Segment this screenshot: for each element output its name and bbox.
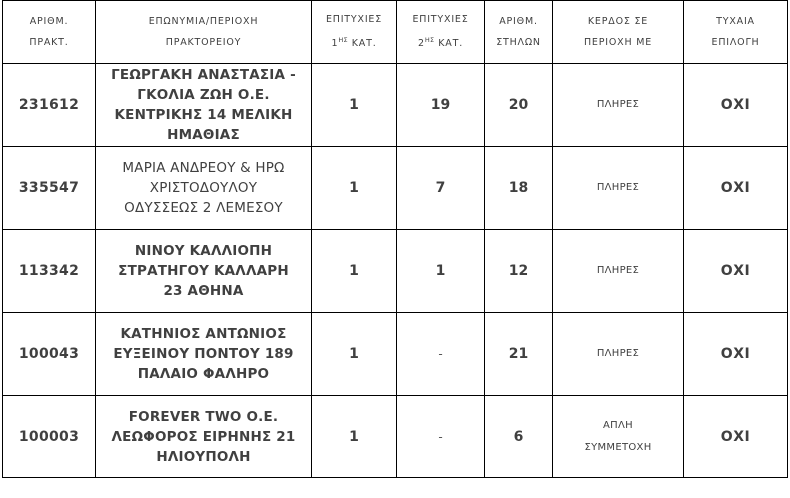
second-category-cell: 7 bbox=[397, 147, 485, 230]
random-selection-cell: ΟΧΙ bbox=[684, 230, 788, 313]
second-category-cell: - bbox=[397, 313, 485, 396]
first-category-cell: 1 bbox=[312, 396, 397, 478]
agency-code-cell: 113342 bbox=[3, 230, 96, 313]
gain-area-cell: ΠΛΗΡΕΣ bbox=[553, 313, 684, 396]
table-body bbox=[3, 64, 788, 478]
header-columns-count: ΑΡΙΘΜ. ΣΤΗΛΩΝ bbox=[485, 1, 553, 64]
first-category-cell: 1 bbox=[312, 313, 397, 396]
gain-area-cell: ΠΛΗΡΕΣ bbox=[553, 230, 684, 313]
random-selection-cell: ΟΧΙ bbox=[684, 396, 788, 478]
columns-count-cell: 6 bbox=[485, 396, 553, 478]
columns-count-cell: 18 bbox=[485, 147, 553, 230]
second-category-cell: - bbox=[397, 396, 485, 478]
random-selection-cell: ΟΧΙ bbox=[684, 64, 788, 147]
gain-area-cell: ΠΛΗΡΕΣ bbox=[553, 64, 684, 147]
table-row bbox=[3, 230, 788, 313]
gain-area-cell: ΑΠΛΗ ΣΥΜΜΕΤΟΧΗ bbox=[553, 396, 684, 478]
agency-code-cell: 100003 bbox=[3, 396, 96, 478]
agency-code-cell: 231612 bbox=[3, 64, 96, 147]
agency-code-cell: 335547 bbox=[3, 147, 96, 230]
random-selection-cell: ΟΧΙ bbox=[684, 313, 788, 396]
header-first-category-wins: ΕΠΙΤΥΧΙΕΣ $1^{H\Sigma}$ ΚΑΤ. bbox=[312, 1, 397, 64]
table-row bbox=[3, 64, 788, 147]
second-category-cell: 1 bbox=[397, 230, 485, 313]
table-row bbox=[3, 396, 788, 478]
columns-count-cell: 21 bbox=[485, 313, 553, 396]
table-row bbox=[3, 147, 788, 230]
table-header bbox=[3, 1, 788, 64]
header-gain-area: ΚΕΡΔΟΣ ΣΕ ΠΕΡΙΟΧΗ ΜΕ bbox=[553, 1, 684, 64]
header-agency-code: ΑΡΙΘΜ. ΠΡΑΚΤ. bbox=[3, 1, 96, 64]
second-category-cell: 19 bbox=[397, 64, 485, 147]
random-selection-cell: ΟΧΙ bbox=[684, 147, 788, 230]
columns-count-cell: 12 bbox=[485, 230, 553, 313]
first-category-cell: 1 bbox=[312, 147, 397, 230]
agency-name-cell: ΓΕΩΡΓΑΚΗ ΑΝΑΣΤΑΣΙΑ - ΓΚΟΛΙΑ ΖΩΗ Ο.Ε. ΚΕΝΤΡΙΚΗΣ 14 ΜΕΛΙΚΗ ΗΜΑΘΙΑΣ bbox=[96, 64, 312, 147]
agency-code-cell: 100043 bbox=[3, 313, 96, 396]
first-category-cell: 1 bbox=[312, 64, 397, 147]
agency-name-cell: FOREVER TWO Ο.Ε. ΛΕΩΦΟΡΟΣ ΕΙΡΗΝΗΣ 21 ΗΛΙΟΥΠΟΛΗ bbox=[96, 396, 312, 478]
agency-name-cell: ΝΙΝΟΥ ΚΑΛΛΙΟΠΗ ΣΤΡΑΤΗΓΟΥ ΚΑΛΛΑΡΗ 23 ΑΘΗΝΑ bbox=[96, 230, 312, 313]
gain-area-cell: ΠΛΗΡΕΣ bbox=[553, 147, 684, 230]
agency-name-cell: ΜΑΡΙΑ ΑΝΔΡΕΟΥ & ΗΡΩ ΧΡΙΣΤΟΔΟΥΛΟΥ ΟΔΥΣΣΕΩΣ 2 ΛΕΜΕΣΟΥ bbox=[96, 147, 312, 230]
header-second-category-wins: ΕΠΙΤΥΧΙΕΣ $2^{H\Sigma}$ ΚΑΤ. bbox=[397, 1, 485, 64]
first-category-cell: 1 bbox=[312, 230, 397, 313]
table-row bbox=[3, 313, 788, 396]
header-row bbox=[3, 1, 788, 64]
agency-name-cell: ΚΑΤΗΝΙΟΣ ΑΝΤΩΝΙΟΣ ΕΥΞΕΙΝΟΥ ΠΟΝΤΟΥ 189 ΠΑΛΑΙΟ ΦΑΛΗΡΟ bbox=[96, 313, 312, 396]
header-agency-name-area: ΕΠΩΝΥΜΙΑ/ΠΕΡΙΟΧΗ ΠΡΑΚΤΟΡΕΙΟΥ bbox=[96, 1, 312, 64]
header-random-selection: ΤΥΧΑΙΑ ΕΠΙΛΟΓΗ bbox=[684, 1, 788, 64]
winning-agencies-table bbox=[2, 0, 788, 478]
columns-count-cell: 20 bbox=[485, 64, 553, 147]
